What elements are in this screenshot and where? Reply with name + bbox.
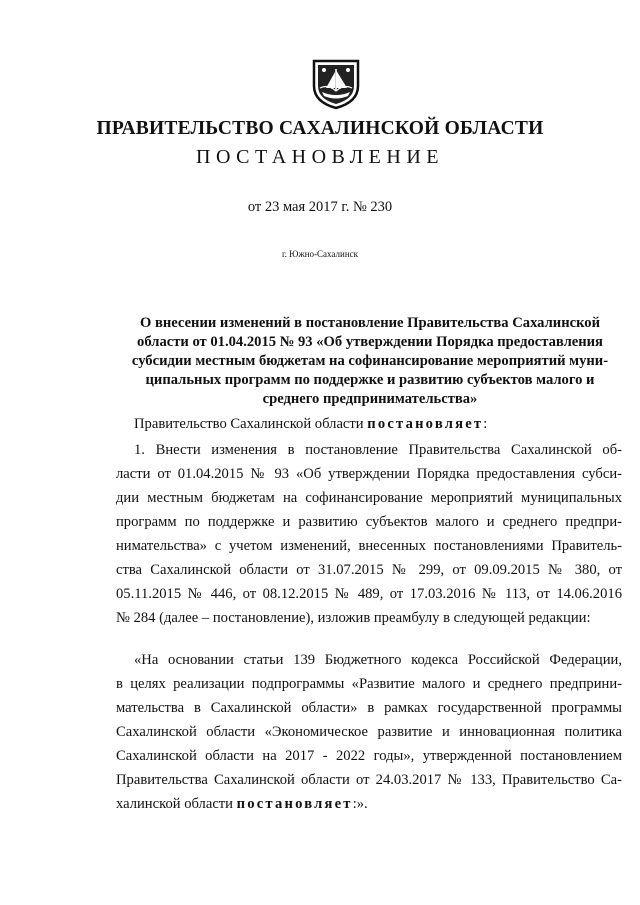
paragraph-line: нимательства» с учетом изменений, внесенных постановлениями Правитель- [116,538,622,554]
government-title: ПРАВИТЕЛЬСТВО САХАЛИНСКОЙ ОБЛАСТИ [96,118,544,139]
paragraph-line: 05.11.2015 № 446, от 08.12.2015 № 489, от 17.03.2016 № 113, от 14.06.2016 [116,586,622,602]
paragraph-line: ласти от 01.04.2015 № 93 «Об утверждении Порядка предоставления субси- [116,466,622,482]
document-city: г. Южно-Сахалинск [281,249,358,259]
paragraph-line: Правительства Сахалинской области от 24.03.2017 № 133, Правительство Са- [116,772,622,788]
resolution-intro [134,416,487,433]
preamble-last-prefix: халинской области [116,796,237,812]
subject-line: области от 01.04.2015 № 93 «Об утверждении Порядка предоставления [137,334,603,350]
paragraph-line: дии местным бюджетам на софинансирование мероприятий муниципальных [116,490,622,506]
intro-suffix: : [483,416,488,432]
intro-emphasis: постановляет [367,416,484,432]
paragraph-line: мательства в Сахалинской области» в рамках государственной программы [116,700,622,716]
intro-prefix: Правительство Сахалинской области [134,416,368,432]
paragraph-line: в целях реализации подпрограммы «Развитие малого и среднего предприни- [116,676,622,692]
paragraph-line: Сахалинской области «Экономическое развитие и инновационная политика [116,724,622,740]
paragraph-line: ства Сахалинской области от 31.07.2015 № 299, от 09.09.2015 № 380, от [116,562,622,578]
paragraph-line: № 284 (далее – постановление), изложив преамбулу в следующей редакции: [116,610,591,626]
coat-of-arms-icon [310,58,362,110]
subject-line: ципальных программ по поддержке и развитию субъектов малого и [145,372,595,388]
preamble-last-suffix: :». [352,796,368,812]
paragraph-line: «На основании статьи 139 Бюджетного кодекса Российской Федерации, [134,652,622,668]
subject-line: субсидии местным бюджетам на софинансирование мероприятий муни- [131,353,609,369]
paragraph-line: программ по поддержке и развитию субъектов малого и среднего предпри- [116,514,622,530]
paragraph-line [116,792,622,816]
preamble-paragraph [116,648,622,816]
subject-line: среднего предпринимательства» [262,391,478,407]
document-date-number: от 23 мая 2017 г. № 230 [247,199,393,215]
item-1-paragraph [116,438,622,630]
document-subject [120,314,620,409]
paragraph-line: Сахалинской области на 2017 - 2022 годы», утвержденной постановлением [116,748,622,764]
paragraph-line: 1. Внести изменения в постановление Правительства Сахалинской об- [134,442,622,458]
preamble-last-emphasis: постановляет [236,796,353,812]
document-type: ПОСТАНОВЛЕНИЕ [196,146,444,168]
subject-line: О внесении изменений в постановление Правительства Сахалинской [139,315,601,331]
